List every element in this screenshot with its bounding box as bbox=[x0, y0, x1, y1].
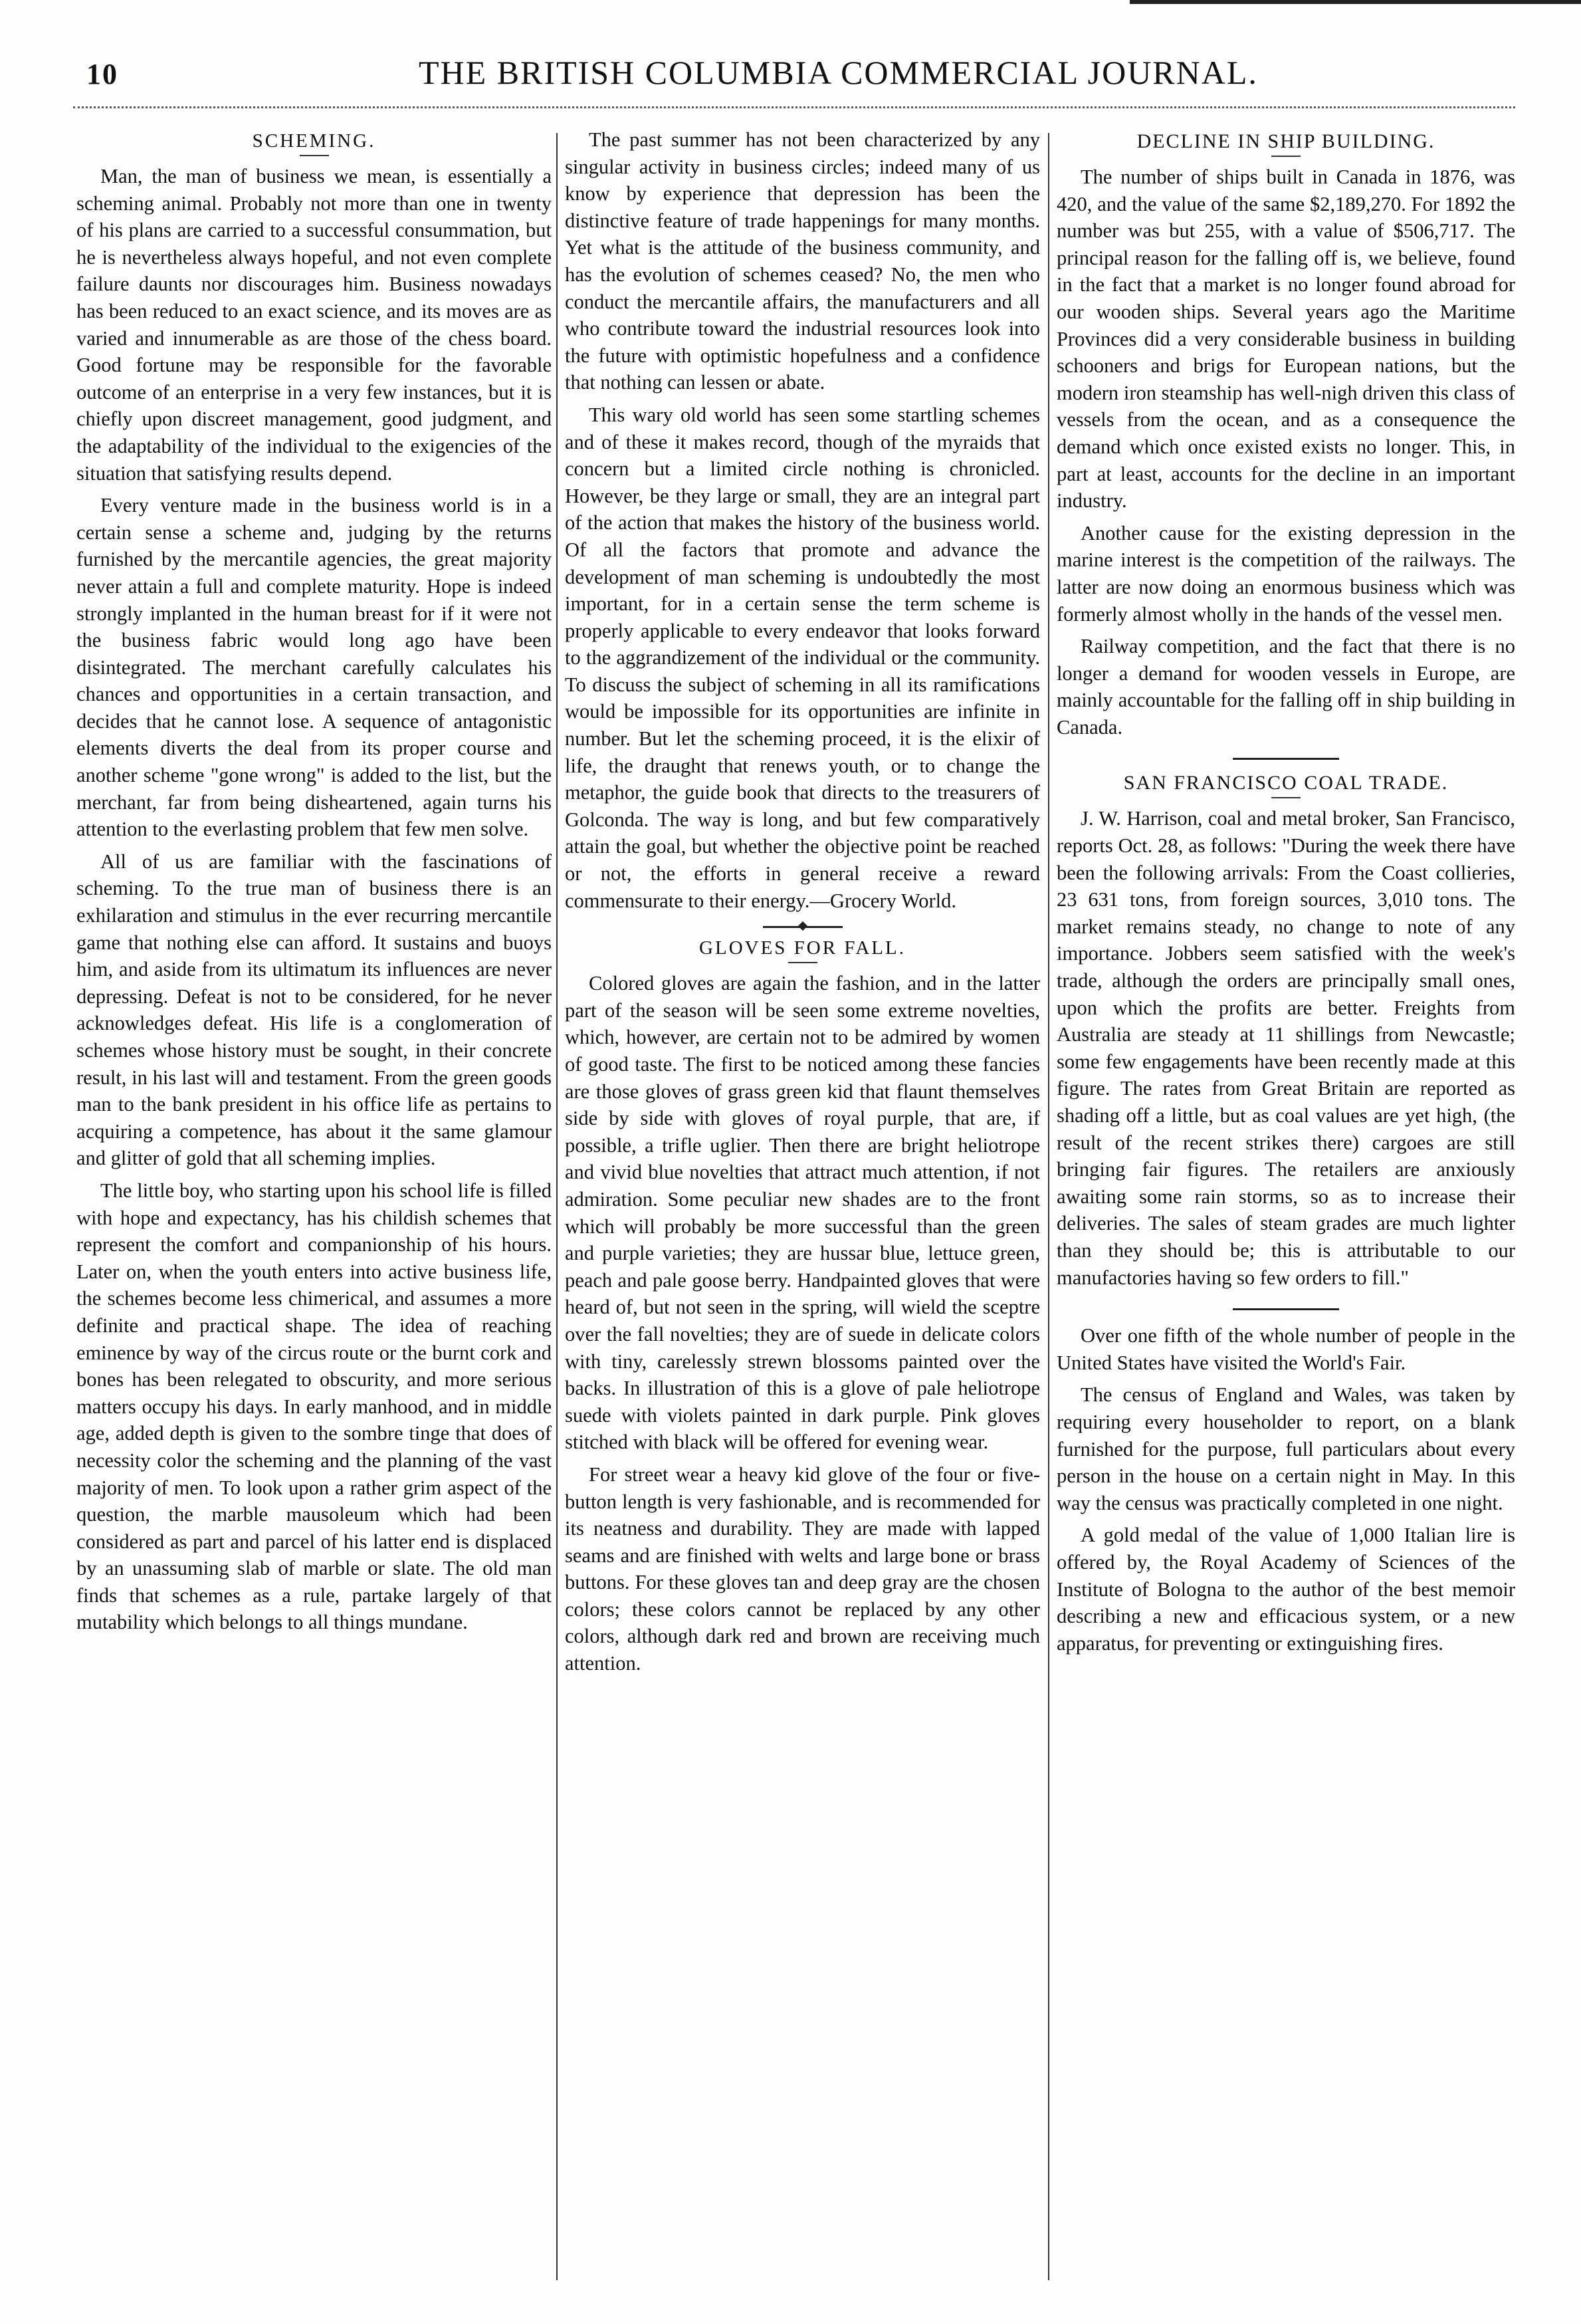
scheming-paragraph: All of us are familiar with the fascinations of scheming. To the true man of business there is an exhilaration and stimulus in the ever recurring mercantile game that nothing else can afford. It sustains and buoys him, and aside from its ultimatum its influences are never depressing. Defeat is not to be considered, for he never acknowledges defeat. His life is a conglomeration of schemes whose history must be sought, in their concrete result, in his last will and testament. From the green goods man to the bank president in his office life as pertains to acquiring a competence, has about it the same glamour and glitter of gold that all scheming implies. bbox=[76, 850, 552, 1170]
scan-edge-mark bbox=[1130, 0, 1581, 4]
article-heading-ship-building: DECLINE IN SHIP BUILDING. bbox=[1136, 130, 1435, 152]
ornament-dot bbox=[797, 921, 807, 931]
column-1 bbox=[76, 126, 552, 2254]
scheming-paragraph: Man, the man of business we mean, is essentially a scheming animal. Probably not more than one in twenty of his plans are carried to a successful consummation, but he is nevertheless always hopeful, and not even complete failure daunts nor discourages him. Business nowadays has been reduced to an exact science, and its moves are as varied and innumerable as are those of the chess board. Good fortune may be responsible for the favorable outcome of an enterprise in a very few instances, but it is chiefly upon discreet management, good judgment, and the adaptability of the individual to the exigencies of the situation that satisfying results depend. bbox=[76, 165, 552, 485]
journal-title: THE BRITISH COLUMBIA COMMERCIAL JOURNAL. bbox=[419, 54, 1258, 91]
ornament-rule bbox=[763, 926, 843, 928]
ship-building-paragraph: Another cause for the existing depression in the marine interest is the competition of the railways. The latter are now doing an enormous business which was formerly almost wholly in the hands of the vessel men. bbox=[1057, 521, 1515, 626]
article-heading-scheming: SCHEMING. bbox=[252, 130, 376, 152]
scheming-paragraph: Every venture made in the business world is in a certain sense a scheme and, judging by the returns furnished by the mercantile agencies, the great majority never attain a full and complete maturity. Hope is indeed strongly implanted in the human breast for if it were not the business fabric would long ago have been disintegrated. The merchant carefully calculates his chances and opportunities in a certain transaction, and decides that he cannot lose. A sequence of antagonistic elements diverts the deal from its proper course and another scheme "gone wrong" is added to the list, but the merchant, far from being disheartened, again turns his attention to the everlasting problem that few men solve. bbox=[76, 494, 552, 841]
heading-dash bbox=[1271, 797, 1301, 798]
brief-paragraph: A gold medal of the value of 1,000 Italian lire is offered by, the Royal Academy of Sciences of the Institute of Bologna to the author of the best memoir describing a new and efficacious system, or a new apparatus, for preventing or extinguishing fires. bbox=[1057, 1524, 1515, 1655]
scheming-paragraph: The little boy, who starting upon his school life is filled with hope and expectancy, has his childish schemes that represent the comfort and companionship of his hours. Later on, when the youth enters into active business life, the schemes become less chimerical, and assumes a more definite and practical shape. The idea of reaching eminence by way of the circus route or the burnt cork and bones has been relegated to obscurity, and more serious matters occupy his days. In early manhood, and in middle age, added depth is given to the sombre tinge that does of necessity color the scheming and the planning of the vast majority of men. To look upon a rather grim aspect of the question, the marble mausoleum which had been considered as part and parcel of his latter end is displaced by an unassuming slab of marble or slate. The old man finds that schemes as a rule, partake largely of that mutability which belongs to all things mundane. bbox=[76, 1179, 552, 1634]
section-rule bbox=[1233, 1308, 1339, 1310]
brief-paragraph: Over one fifth of the whole number of people in the United States have visited the World's Fair. bbox=[1057, 1324, 1515, 1374]
heading-dash bbox=[788, 962, 817, 963]
column-3 bbox=[1057, 126, 1515, 2254]
brief-paragraph: The census of England and Wales, was taken by requiring every householder to report, on a blank furnished for the purpose, full particulars about every person in the house on a certain night in May. In this way the census was practically completed in one night. bbox=[1057, 1383, 1515, 1514]
heading-dash bbox=[300, 155, 329, 156]
scheming-paragraph: This wary old world has seen some startling schemes and of these it makes record, though of the myraids that concern but a limited circle nothing is chronicled. However, be they large or small, they are an integral part of the action that makes the history of the business world. Of all the factors that promote and advance the development of man scheming is undoubtedly the most important, for in a certain sense the term scheme is properly applicable to every endeavor that looks forward to the aggrandizement of the individual or the community. To discuss the subject of scheming in all its ramifications would be impossible for its opportunities are infinite in number. But let the scheming proceed, it is the elixir of life, the draught that renews youth, or to change the metaphor, the guide book that directs to the treasurers of Golconda. The way is long, and but few comparatively attain the goal, but whether the objective point be reached or not, the efforts in general receive a reward commensurate to their energy.—Grocery World. bbox=[565, 403, 1040, 912]
ship-building-paragraph: Railway competition, and the fact that there is no longer a demand for wooden vessels in Europe, are mainly accountable for the falling off in ship building in Canada. bbox=[1057, 635, 1515, 739]
column-2 bbox=[565, 126, 1040, 2254]
header-rule bbox=[73, 106, 1515, 108]
heading-dash bbox=[1271, 156, 1301, 157]
column-rule bbox=[556, 133, 558, 2280]
gloves-paragraph: Colored gloves are again the fashion, and in the latter part of the season will be seen some extreme novelties, which, however, are certain not to be admired by women of good taste. The first to be noticed among these fancies are those gloves of grass green kid that flaunt themselves side by side with gloves of royal purple, that are, if possible, a trifle uglier. Then there are bright heliotrope and vivid blue novelties that attract much attention, if not admiration. Some peculiar new shades are to the front which will probably be more successful than the green and purple varieties; they are hussar blue, lettuce green, peach and pale goose berry. Handpainted gloves that were heard of, but not seen in the spring, will wield the sceptre over the fall novelties; they are of suede in delicate colors with tiny, carelessly strewn blossoms painted over the backs. In illustration of this is a glove of pale heliotrope suede with violets painted in dark purple. Pink gloves stitched with black will be offered for evening wear. bbox=[565, 972, 1040, 1454]
page-number: 10 bbox=[86, 58, 118, 90]
section-rule bbox=[1233, 758, 1339, 760]
ship-building-paragraph: The number of ships built in Canada in 1876, was 420, and the value of the same $2,189,270. For 1892 the number was but 255, with a value of $506,717. The principal reason for the falling off is, we believe, found in the fact that a market is no longer found abroad for our wooden ships. Several years ago the Maritime Provinces did a very considerable business in building schooners and brigs for European nations, but the modern iron steamship has well-nigh driven this class of vessels from the ocean, and as a consequence the demand which once existed exists no longer. This, in part at least, accounts for the decline in an important industry. bbox=[1057, 166, 1515, 513]
article-heading-coal-trade: SAN FRANCISCO COAL TRADE. bbox=[1123, 772, 1449, 794]
coal-trade-paragraph: J. W. Harrison, coal and metal broker, San Francisco, reports Oct. 28, as follows: "During the week there have been the following arrivals: From the Coast collieries, 23 631 tons, from foreign sources, 3,010 tons. The market remains steady, no change to note of any importance. Jobbers seem satisfied with the week's trade, although the orders are principally small ones, upon which the profits are better. Freights from Australia are steady at 11 shillings from Newcastle; some few engagements have been recently made at this figure. The rates from Great Britain are reported as shading off a little, but as coal values are yet high, (the result of the recent strikes there) cargoes are still bringing fair figures. The retailers are anxiously awaiting some rain storms, so as to increase their deliveries. The sales of steam grades are much lighter than they should be; this is attributable to our manufactories having so few orders to fill." bbox=[1057, 807, 1515, 1289]
article-heading-gloves: GLOVES FOR FALL. bbox=[699, 937, 906, 959]
gloves-paragraph: For street wear a heavy kid glove of the four or five-button length is very fashionable, and is recommended for its neatness and durability. They are made with lapped seams and are finished with welts and large bone or brass buttons. For these gloves tan and deep gray are the chosen colors; these colors cannot be replaced by any other colors, although dark red and brown are receiving much attention. bbox=[565, 1462, 1040, 1675]
column-rule bbox=[1048, 133, 1049, 2280]
page-header bbox=[73, 53, 1522, 100]
scheming-paragraph: The past summer has not been characterized by any singular activity in business circles; indeed many of us know by experience that depression has been the distinctive feature of trade happenings for many months. Yet what is the attitude of the business community, and has the evolution of schemes ceased? No, the men who conduct the mercantile affairs, the manufacturers and all who contribute toward the industrial resources look into the future with optimistic hopefulness and a confidence that nothing can lessen or abate. bbox=[565, 128, 1040, 394]
